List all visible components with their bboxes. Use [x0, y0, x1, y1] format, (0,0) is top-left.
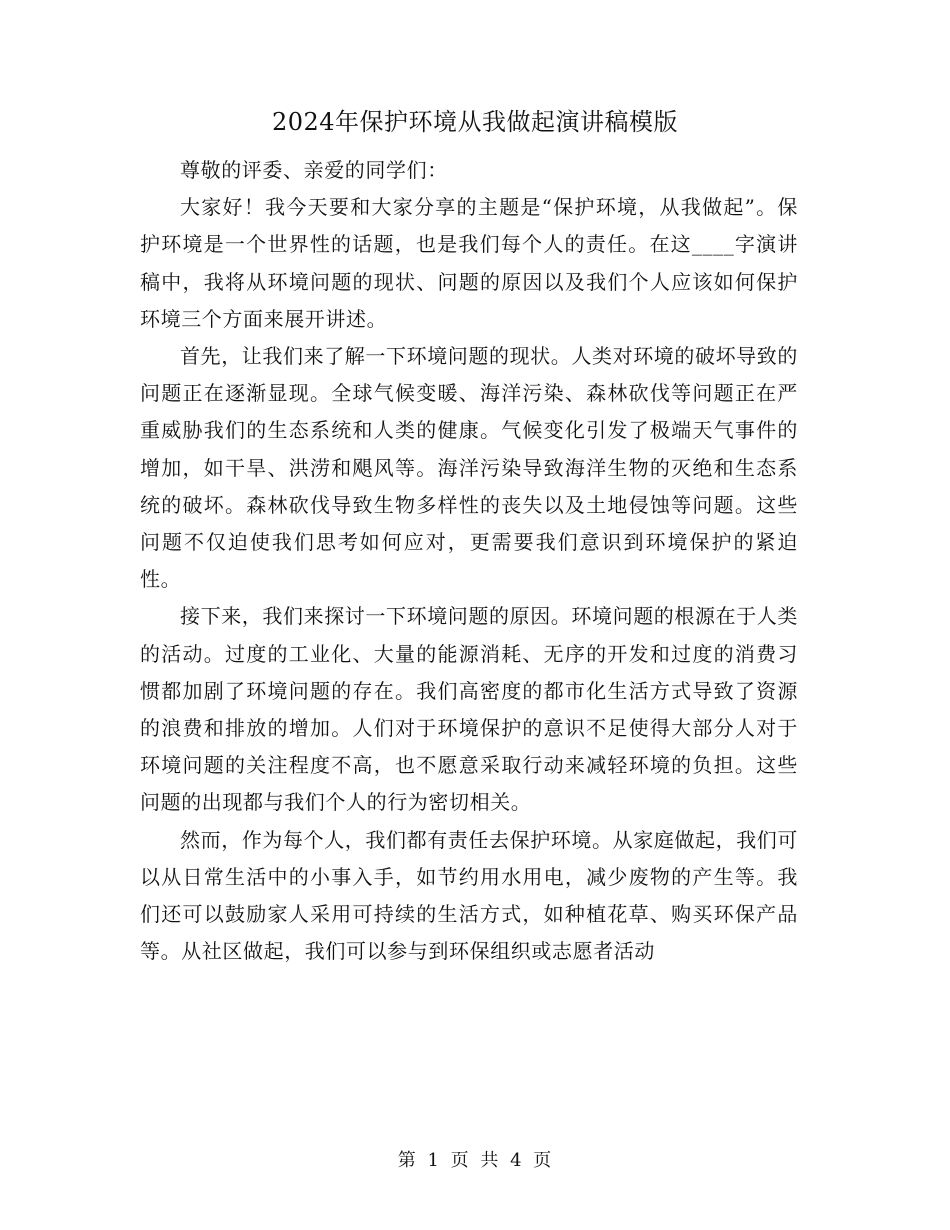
document-title: 2024年保护环境从我做起演讲稿模版	[271, 108, 679, 136]
current-situation-paragraph: 首先，让我们来了解一下环境问题的现状。人类对环境的破坏导致的问题正在逐渐显现。全球气候变暖、海洋污染、森林砍伐等问题正在严重威胁我们的生态系统和人类的健康。气候变化引发了极端天气事件的增加，如干旱、洪涝和飓风等。海洋污染导致海洋生物的灭绝和生态系统的破坏。森林砍伐导致生物多样性的丧失以及土地侵蚀等问题。这些问题不仅迫使我们思考如何应对，更需要我们意识到环境保护的紧迫性。	[140, 344, 798, 592]
intro-paragraph: 大家好！我今天要和大家分享的主题是“保护环境，从我做起”。保护环境是一个世界性的话题，也是我们每个人的责任。在这____字演讲稿中，我将从环境问题的现状、问题的原因以及我们个人应该如何保护环境三个方面来展开讲述。	[140, 195, 798, 331]
salutation-paragraph: 尊敬的评委、亲爱的同学们：	[180, 158, 448, 182]
responsibility-paragraph: 然而，作为每个人，我们都有责任去保护环境。从家庭做起，我们可以从日常生活中的小事入手，如节约用水用电，减少废物的产生等。我们还可以鼓励家人采用可持续的生活方式，如种植花草、购买环保产品等。从社区做起，我们可以参与到环保组织或志愿者活动	[140, 827, 798, 964]
causes-paragraph: 接下来，我们来探讨一下环境问题的原因。环境问题的根源在于人类的活动。过度的工业化、大量的能源消耗、无序的开发和过度的消费习惯都加剧了环境问题的存在。我们高密度的都市化生活方式导致了资源的浪费和排放的增加。人们对于环境保护的意识不足使得大部分人对于环境问题的关注程度不高，也不愿意采取行动来减轻环境的负担。这些问题的出现都与我们个人的行为密切相关。	[140, 604, 798, 815]
page-number-footer: 第 1 页 共 4 页	[397, 1150, 553, 1171]
document-body	[140, 152, 798, 970]
